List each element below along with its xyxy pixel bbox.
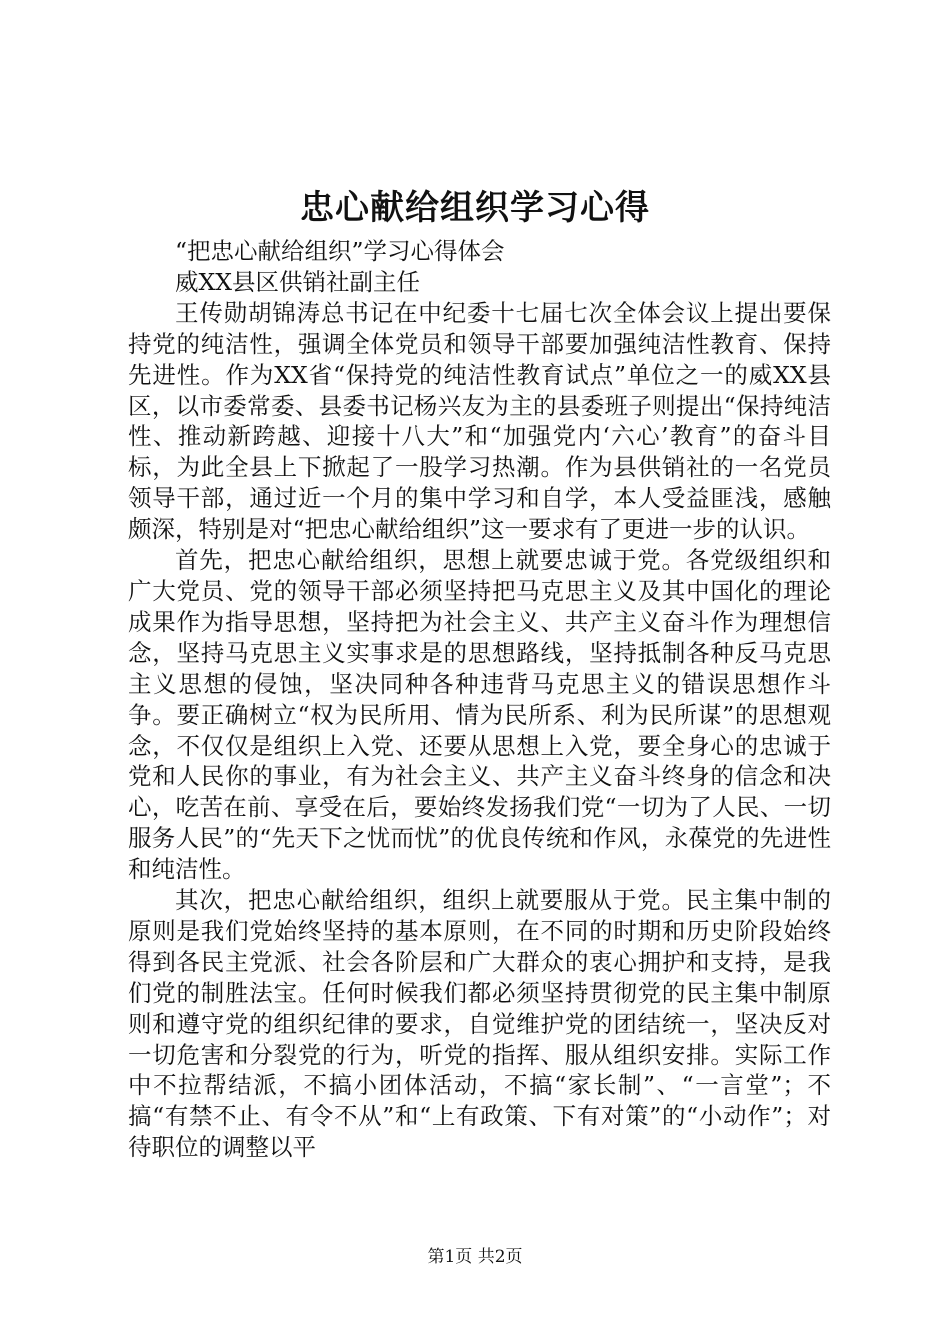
document-author: 威XX县区供销社副主任 [175,267,420,296]
document-subtitle: “把忠心献给组织”学习心得体会 [175,237,505,265]
document-title: 忠心献给组织学习心得 [300,188,650,228]
paragraph: 其次，把忠心献给组织，组织上就要服从于党。民主集中制的原则是我们党始终坚持的基本原则，在不同的时期和历史阶段始终得到各民主党派、社会各阶层和广大群众的衷心拥护和支持，是我们党的制胜法宝。任何时候我们都必须坚持贯彻党的民主集中制原则和遵守党的组织纪律的要求，自觉维护党的团结统一，坚决反对一切危害和分裂党的行为，听党的指挥、服从组织安排。实际工作中不拉帮结派，不搞小团体活动，不搞“家长制”、“一言堂”；不搞“有禁不止、有令不从”和“上有政策、下有对策”的“小动作”；对待职位的调整以平 [128,886,831,1162]
paragraph: 王传勋胡锦涛总书记在中纪委十七届七次全体会议上提出要保持党的纯洁性，强调全体党员和领导干部要加强纯洁性教育、保持先进性。作为XX省“保持党的纯洁性教育试点”单位之一的威XX县区，以市委常委、县委书记杨兴友为主的县委班子则提出“保持纯洁性、推动新跨越、迎接十八大”和“加强党内‘六心’教育”的奋斗目标，为此全县上下掀起了一股学习热潮。作为县供销社的一名党员领导干部，通过近一个月的集中学习和自学，本人受益匪浅，感触颇深，特别是对“把忠心献给组织”这一要求有了更进一步的认识。 [128,298,831,544]
page-footer: 第1页 共2页 [427,1247,523,1267]
document-body [128,236,831,1163]
paragraph: 首先，把忠心献给组织，思想上就要忠诚于党。各党级组织和广大党员、党的领导干部必须坚持把马克思主义及其中国化的理论成果作为指导思想，坚持把为社会主义、共产主义奋斗作为理想信念，坚持马克思主义实事求是的思想路线，坚持抵制各种反马克思主义思想的侵蚀，坚决同种各种违背马克思主义的错误思想作斗争。要正确树立“权为民所用、情为民所系、利为民所谋”的思想观念，不仅仅是组织上入党、还要从思想上入党，要全身心的忠诚于党和人民你的事业，有为社会主义、共产主义奋斗终身的信念和决心，吃苦在前、享受在后，要始终发扬我们党“一切为了人民、一切服务人民”的“先天下之忧而忧”的优良传统和作风，永葆党的先进性和纯洁性。 [128,546,831,884]
